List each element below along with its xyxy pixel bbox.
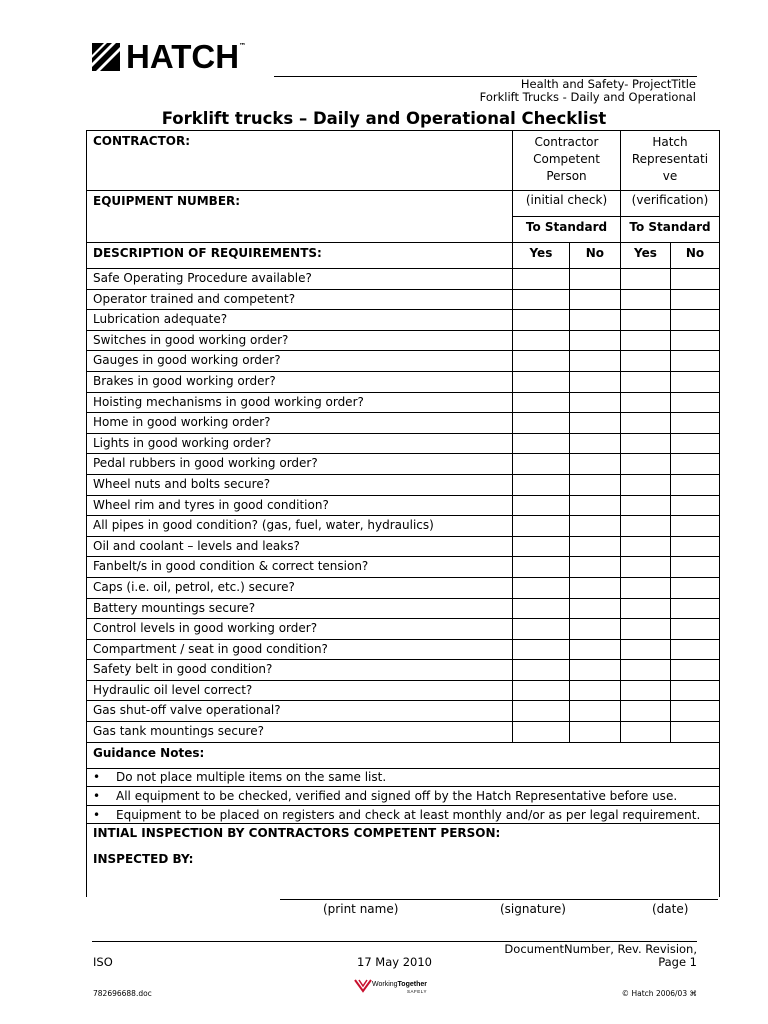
contractor-yes-cell[interactable] xyxy=(513,330,570,351)
contractor-yes-cell[interactable] xyxy=(513,289,570,310)
contractor-yes-cell[interactable] xyxy=(513,619,570,640)
initial-check-label: (initial check) xyxy=(513,191,621,217)
wt-working: Working xyxy=(372,980,398,988)
contractor-no-cell[interactable] xyxy=(569,310,620,331)
to-standard-hatch: To Standard xyxy=(620,217,719,243)
requirement-row xyxy=(87,413,720,434)
logo-trademark: ™ xyxy=(239,42,247,50)
requirement-row xyxy=(87,433,720,454)
contractor-yes-cell[interactable] xyxy=(513,392,570,413)
contractor-no-cell[interactable] xyxy=(569,351,620,372)
hatch-no-cell[interactable] xyxy=(671,495,720,516)
hatch-no-cell[interactable] xyxy=(671,722,720,743)
requirement-row xyxy=(87,371,720,392)
requirement-row xyxy=(87,516,720,537)
requirement-row xyxy=(87,351,720,372)
contractor-yes-cell[interactable] xyxy=(513,557,570,578)
hatch-rep-line-2: Representati xyxy=(631,152,709,166)
contractor-no-header: No xyxy=(569,243,620,269)
hatch-yes-cell[interactable] xyxy=(620,392,670,413)
requirement-label: Caps (i.e. oil, petrol, etc.) secure? xyxy=(87,577,513,598)
contractor-no-cell[interactable] xyxy=(569,495,620,516)
working-together-icon xyxy=(354,978,372,997)
hatch-yes-cell[interactable] xyxy=(620,289,670,310)
hatch-yes-cell[interactable] xyxy=(620,454,670,475)
contractor-yes-cell[interactable] xyxy=(513,598,570,619)
contractor-no-cell[interactable] xyxy=(569,474,620,495)
requirement-label: Safety belt in good condition? xyxy=(87,660,513,681)
hatch-no-cell[interactable] xyxy=(671,392,720,413)
requirement-label: Battery mountings secure? xyxy=(87,598,513,619)
file-name: 782696688.doc xyxy=(93,989,152,998)
contractor-yes-cell[interactable] xyxy=(513,474,570,495)
contractor-yes-cell[interactable] xyxy=(513,371,570,392)
hatch-no-cell[interactable] xyxy=(671,474,720,495)
requirement-row xyxy=(87,680,720,701)
guidance-note xyxy=(87,805,720,823)
hatch-yes-header: Yes xyxy=(620,243,670,269)
hatch-yes-cell[interactable] xyxy=(620,577,670,598)
wt-together: Together xyxy=(397,980,427,988)
initial-inspection-label: INTIAL INSPECTION BY CONTRACTORS COMPETENT PERSON: xyxy=(93,825,501,840)
contractor-no-cell[interactable] xyxy=(569,536,620,557)
requirement-label: Gas tank mountings secure? xyxy=(87,722,513,743)
hatch-no-cell[interactable] xyxy=(671,577,720,598)
requirement-row xyxy=(87,474,720,495)
hatch-no-cell[interactable] xyxy=(671,516,720,537)
hatch-no-cell[interactable] xyxy=(671,536,720,557)
hatch-no-cell[interactable] xyxy=(671,639,720,660)
contractor-no-cell[interactable] xyxy=(569,392,620,413)
hatch-no-cell[interactable] xyxy=(671,351,720,372)
hatch-yes-cell[interactable] xyxy=(620,639,670,660)
contractor-yes-cell[interactable] xyxy=(513,454,570,475)
contractor-yes-cell[interactable] xyxy=(513,722,570,743)
contractor-yes-cell[interactable] xyxy=(513,639,570,660)
hatch-yes-cell[interactable] xyxy=(620,516,670,537)
verification-label: (verification) xyxy=(620,191,719,217)
hatch-no-cell[interactable] xyxy=(671,269,720,290)
requirement-row xyxy=(87,392,720,413)
guidance-note-text: Equipment to be placed on registers and check at least monthly and/or as per legal requirement. xyxy=(116,807,701,822)
requirement-label: Compartment / seat in good condition? xyxy=(87,639,513,660)
requirement-label: Hydraulic oil level correct? xyxy=(87,680,513,701)
requirement-row xyxy=(87,639,720,660)
requirement-label: Lubrication adequate? xyxy=(87,310,513,331)
contractor-yes-cell[interactable] xyxy=(513,433,570,454)
hatch-yes-cell[interactable] xyxy=(620,536,670,557)
hatch-yes-cell[interactable] xyxy=(620,474,670,495)
contractor-no-cell[interactable] xyxy=(569,454,620,475)
hatch-yes-cell[interactable] xyxy=(620,330,670,351)
requirement-label: Safe Operating Procedure available? xyxy=(87,269,513,290)
hatch-yes-cell[interactable] xyxy=(620,495,670,516)
requirement-row xyxy=(87,557,720,578)
contractor-no-cell[interactable] xyxy=(569,433,620,454)
requirements-list xyxy=(87,269,720,743)
hatch-yes-cell[interactable] xyxy=(620,351,670,372)
hatch-yes-cell[interactable] xyxy=(620,269,670,290)
contractor-no-cell[interactable] xyxy=(569,639,620,660)
requirement-label: Home in good working order? xyxy=(87,413,513,434)
hatch-logo xyxy=(92,38,247,75)
inspection-section xyxy=(87,823,720,897)
bullet-icon: • xyxy=(93,788,101,803)
contractor-no-cell[interactable] xyxy=(569,413,620,434)
contractor-no-cell[interactable] xyxy=(569,619,620,640)
requirement-row xyxy=(87,598,720,619)
requirement-row xyxy=(87,310,720,331)
hatch-yes-cell[interactable] xyxy=(620,433,670,454)
requirement-label: Gas shut-off valve operational? xyxy=(87,701,513,722)
contractor-no-cell[interactable] xyxy=(569,701,620,722)
hatch-no-cell[interactable] xyxy=(671,557,720,578)
contractor-no-cell[interactable] xyxy=(569,680,620,701)
requirement-label: Operator trained and competent? xyxy=(87,289,513,310)
contractor-competent-header: Contractor Competent Person xyxy=(513,131,621,191)
hatch-no-cell[interactable] xyxy=(671,680,720,701)
header-line-2: Forklift Trucks - Daily and Operational xyxy=(479,90,696,104)
signature-rule xyxy=(280,899,718,900)
hatch-no-cell[interactable] xyxy=(671,371,720,392)
contractor-yes-cell[interactable] xyxy=(513,660,570,681)
contractor-yes-cell[interactable] xyxy=(513,351,570,372)
contractor-no-cell[interactable] xyxy=(569,269,620,290)
contractor-yes-cell[interactable] xyxy=(513,536,570,557)
contractor-no-cell[interactable] xyxy=(569,371,620,392)
hatch-no-header: No xyxy=(671,243,720,269)
requirement-row xyxy=(87,577,720,598)
hatch-no-cell[interactable] xyxy=(671,310,720,331)
requirement-row xyxy=(87,495,720,516)
hatch-yes-cell[interactable] xyxy=(620,371,670,392)
guidance-note-text: Do not place multiple items on the same list. xyxy=(116,769,387,784)
hatch-yes-cell[interactable] xyxy=(620,598,670,619)
document-title: Forklift trucks – Daily and Operational Checklist xyxy=(161,109,607,128)
guidance-notes-label: Guidance Notes: xyxy=(87,742,720,768)
working-together-logo xyxy=(354,978,427,997)
bullet-icon: • xyxy=(93,807,101,822)
contractor-yes-header: Yes xyxy=(513,243,570,269)
print-name-label: (print name) xyxy=(323,902,399,916)
hatch-no-cell[interactable] xyxy=(671,619,720,640)
hatch-no-cell[interactable] xyxy=(671,330,720,351)
copyright: © Hatch 2006/03 ⌘ xyxy=(621,989,697,998)
hatch-rep-line-3: ve xyxy=(662,169,678,183)
requirement-row xyxy=(87,289,720,310)
requirement-label: All pipes in good condition? (gas, fuel, water, hydraulics) xyxy=(87,516,513,537)
requirement-row xyxy=(87,269,720,290)
hatch-no-cell[interactable] xyxy=(671,660,720,681)
requirement-label: Brakes in good working order? xyxy=(87,371,513,392)
requirement-label: Wheel nuts and bolts secure? xyxy=(87,474,513,495)
requirement-label: Wheel rim and tyres in good condition? xyxy=(87,495,513,516)
contractor-yes-cell[interactable] xyxy=(513,310,570,331)
requirement-label: Hoisting mechanisms in good working order? xyxy=(87,392,513,413)
working-together-text xyxy=(372,981,427,995)
date-label: (date) xyxy=(652,902,689,916)
hatch-no-cell[interactable] xyxy=(671,598,720,619)
contractor-no-cell[interactable] xyxy=(569,660,620,681)
description-label: DESCRIPTION OF REQUIREMENTS: xyxy=(87,243,513,269)
hatch-no-cell[interactable] xyxy=(671,701,720,722)
contractor-yes-cell[interactable] xyxy=(513,269,570,290)
requirement-row xyxy=(87,536,720,557)
bullet-icon: • xyxy=(93,769,101,784)
hatch-yes-cell[interactable] xyxy=(620,557,670,578)
requirement-label: Control levels in good working order? xyxy=(87,619,513,640)
hatch-yes-cell[interactable] xyxy=(620,722,670,743)
requirement-row xyxy=(87,660,720,681)
contractor-no-cell[interactable] xyxy=(569,516,620,537)
logo-text: HATCH xyxy=(126,38,240,75)
contractor-no-cell[interactable] xyxy=(569,330,620,351)
contractor-no-cell[interactable] xyxy=(569,598,620,619)
hatch-no-cell[interactable] xyxy=(671,454,720,475)
guidance-note-text: All equipment to be checked, verified and signed off by the Hatch Representative before use. xyxy=(116,788,678,803)
hatch-no-cell[interactable] xyxy=(671,289,720,310)
contractor-yes-cell[interactable] xyxy=(513,577,570,598)
contractor-no-cell[interactable] xyxy=(569,577,620,598)
hatch-yes-cell[interactable] xyxy=(620,619,670,640)
requirement-row xyxy=(87,722,720,743)
contractor-yes-cell[interactable] xyxy=(513,701,570,722)
hatch-yes-cell[interactable] xyxy=(620,413,670,434)
hatch-yes-cell[interactable] xyxy=(620,310,670,331)
contractor-yes-cell[interactable] xyxy=(513,413,570,434)
requirement-label: Switches in good working order? xyxy=(87,330,513,351)
to-standard-contractor: To Standard xyxy=(513,217,621,243)
hatch-no-cell[interactable] xyxy=(671,413,720,434)
guidance-note xyxy=(87,768,720,786)
inspected-by-label: INSPECTED BY: xyxy=(93,851,194,866)
hatch-rep-line-1: Hatch xyxy=(652,135,688,149)
requirement-label: Pedal rubbers in good working order? xyxy=(87,454,513,475)
requirement-row xyxy=(87,619,720,640)
requirement-row xyxy=(87,454,720,475)
page-number: Page 1 xyxy=(658,955,697,969)
requirement-label: Lights in good working order? xyxy=(87,433,513,454)
contractor-no-cell[interactable] xyxy=(569,557,620,578)
hatch-yes-cell[interactable] xyxy=(620,680,670,701)
wt-safely: SAFELY xyxy=(407,988,427,994)
equipment-number-label: EQUIPMENT NUMBER: xyxy=(87,191,513,243)
requirement-row xyxy=(87,330,720,351)
requirement-row xyxy=(87,701,720,722)
document-number: DocumentNumber, Rev. Revision, xyxy=(504,942,697,956)
requirement-label: Fanbelt/s in good condition & correct tension? xyxy=(87,557,513,578)
contractor-no-cell[interactable] xyxy=(569,289,620,310)
hatch-representative-header xyxy=(620,131,719,191)
hatch-yes-cell[interactable] xyxy=(620,701,670,722)
footer-date: 17 May 2010 xyxy=(357,955,432,969)
contractor-no-cell[interactable] xyxy=(569,722,620,743)
header-line-1: Health and Safety- ProjectTitle xyxy=(520,77,696,91)
hatch-no-cell[interactable] xyxy=(671,433,720,454)
hatch-yes-cell[interactable] xyxy=(620,660,670,681)
footer-iso: ISO xyxy=(93,955,113,969)
contractor-label: CONTRACTOR: xyxy=(87,131,513,191)
contractor-yes-cell[interactable] xyxy=(513,516,570,537)
contractor-yes-cell[interactable] xyxy=(513,495,570,516)
requirement-label: Gauges in good working order? xyxy=(87,351,513,372)
requirement-label: Oil and coolant – levels and leaks? xyxy=(87,536,513,557)
guidance-note xyxy=(87,786,720,805)
hatch-logo-icon xyxy=(92,43,120,71)
signature-label: (signature) xyxy=(500,902,566,916)
contractor-yes-cell[interactable] xyxy=(513,680,570,701)
checklist-table xyxy=(86,130,720,897)
